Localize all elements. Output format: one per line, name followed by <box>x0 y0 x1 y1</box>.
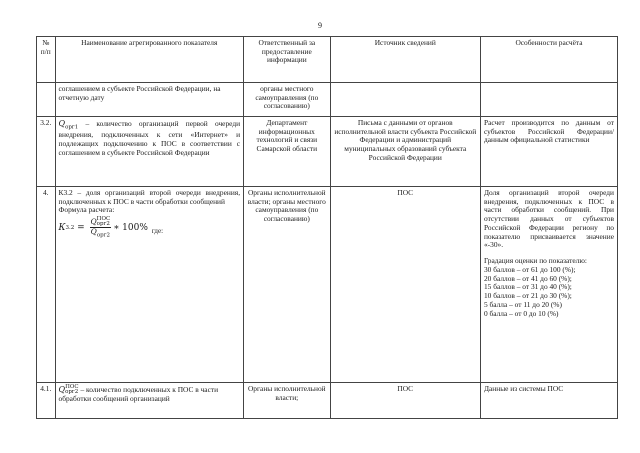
indicator-symbol: $Q_{орг1}$ <box>58 119 79 131</box>
gradation-item: 15 баллов – от 31 до 40 (%); <box>483 282 572 292</box>
cell-source: ПОС <box>330 187 480 383</box>
table-row-4-1 <box>37 383 618 419</box>
indicator-symbol: Q ПОС орг2 <box>58 384 79 395</box>
gradation-item: 20 баллов – от 41 до 60 (%); <box>483 273 572 283</box>
gradation-item: 10 баллов – от 21 до 30 (%); <box>483 291 572 301</box>
indicator-description: – количество подключенных к ПОС в части обработки сообщений организаций <box>58 385 219 403</box>
gradation-item: 5 балла – от 11 до 20 (%) <box>483 299 562 309</box>
cell-name <box>55 187 244 383</box>
cell-source <box>330 83 480 117</box>
cell-source: ПОС <box>330 383 480 419</box>
cell-source: Письма с данными от органов исполнительной власти субъекта Российской Федерации и администраций муниципальных образований субъекта Российской Федерации <box>330 117 480 187</box>
header-calculation: Особенности расчёта <box>480 37 617 83</box>
cell-num: 4. <box>37 187 56 383</box>
header-name: Наименование агрегированного показателя <box>55 37 244 83</box>
indicator-description: – количество организаций первой очереди внедрения, подключенных к сети «Интернет» и подлежащих подключению к ПОС в соответствии с соглашением в субъекте Российской Федерации <box>58 119 241 157</box>
gradation-title: Градация оценки по показателю: <box>483 256 587 266</box>
page-number: 9 <box>318 21 322 30</box>
cell-responsible: Органы исполнительной власти; органы местного самоуправления (по согласованию) <box>244 187 331 383</box>
cell-calculation <box>480 187 617 383</box>
cell-num: 4.1. <box>37 383 56 419</box>
cell-responsible: Органы исполнительной власти; <box>244 383 331 419</box>
indicator-description: К3.2 – доля организаций второй очереди внедрения, подключенных к ПОС в части обработки сообщений <box>58 188 241 206</box>
cell-responsible: Департамент информационных технологий и связи Самарской области <box>244 117 331 187</box>
gradation-item: 0 балла – от 0 до 10 (%) <box>483 308 559 318</box>
header-responsible: Ответственный за предоставление информации <box>244 37 331 83</box>
cell-name <box>55 383 244 419</box>
formula: К 3.2 = Q ПОС орг2 $Q_{орг2}$ ∗ 100% где: <box>58 216 164 239</box>
indicator-table <box>36 36 618 419</box>
cell-calculation <box>480 83 617 117</box>
cell-name: соглашением в субъекте Российской Федерации, на отчетную дату <box>55 83 244 117</box>
cell-calculation: Данные из системы ПОС <box>480 383 617 419</box>
table-row-3-2 <box>37 117 618 187</box>
cell-num <box>37 83 56 117</box>
table-header-row <box>37 37 618 83</box>
table-row-continued <box>37 83 618 117</box>
gradation-item: 30 баллов – от 61 до 100 (%); <box>483 264 576 274</box>
cell-name <box>55 117 244 187</box>
table-row-4 <box>37 187 618 383</box>
cell-calculation: Расчет производится по данным от субъектов Российской Федерации/данным официальной статистики <box>480 117 617 187</box>
formula-label: Формула расчета: <box>58 205 115 215</box>
cell-responsible: органы местного самоуправления (по согласованию) <box>244 83 331 117</box>
formula-where: где: <box>151 227 164 235</box>
header-num: № п/п <box>37 37 56 83</box>
gradation-list <box>484 266 614 318</box>
calculation-text: Доля организаций второй очереди внедрения, подключенных к ПОС в части обработки сообщений. При отсутствии данных от субъектов Российской Федерации региону по показателю присваивается значение «-30». <box>483 188 614 250</box>
header-source: Источник сведений <box>330 37 480 83</box>
cell-num: 3.2. <box>37 117 56 187</box>
